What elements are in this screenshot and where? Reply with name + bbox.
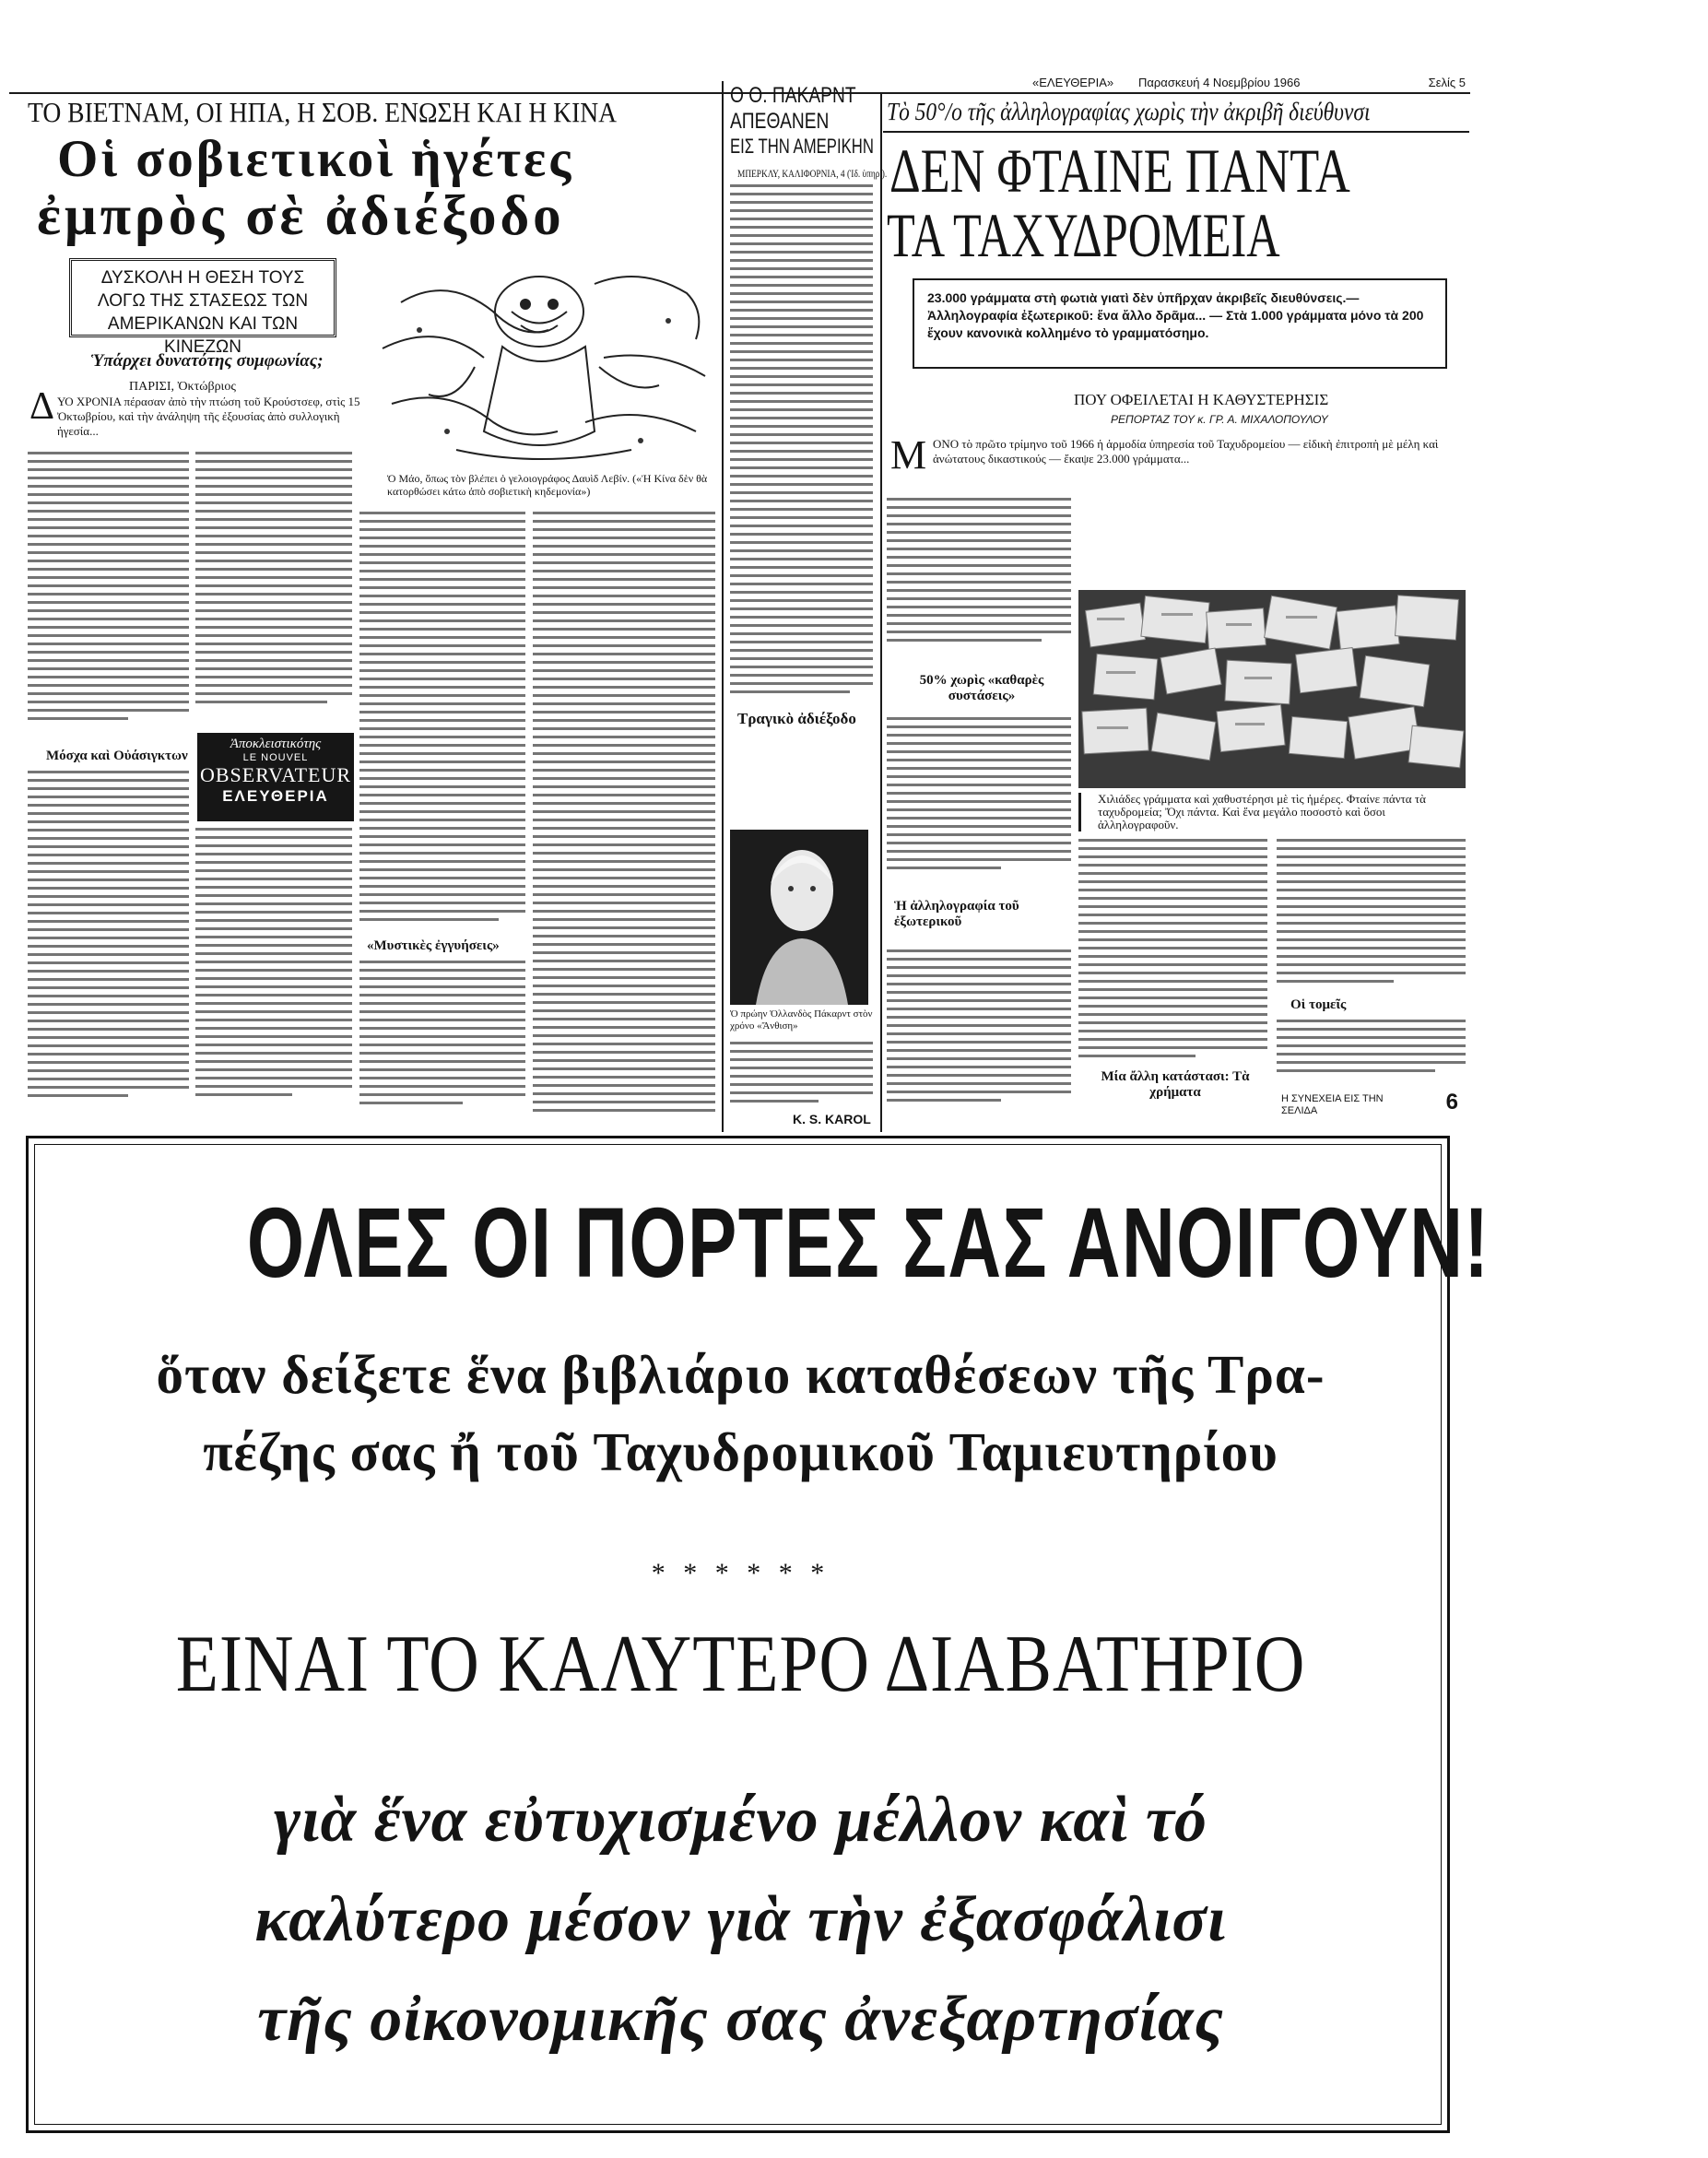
post-kicker-rule xyxy=(883,131,1469,133)
pacard-photo xyxy=(730,830,868,1005)
observateur-label xyxy=(197,733,354,821)
masthead-page: Σελίς 5 xyxy=(1428,76,1466,89)
post-body-col1-a xyxy=(887,498,1071,664)
column-rule-2 xyxy=(880,92,882,1132)
post-kicker: Τὸ 50°/ο τῆς ἀλληλογραφίας χωρὶς τὴν ἀκριβῆ διεύθυνσι xyxy=(887,98,1371,125)
vietnam-headline-line2: ἐμπρὸς σὲ ἀδιέξοδο xyxy=(37,185,565,247)
post-drop-cap: Μ xyxy=(890,432,927,478)
masthead xyxy=(1032,76,1466,94)
vietnam-body-col1-a xyxy=(28,452,189,737)
post-section-other xyxy=(1088,1069,1263,1101)
observateur-label-le: LE NOUVEL xyxy=(242,752,309,763)
bank-advertisement xyxy=(26,1136,1490,2133)
ad-line2b: πέζης σας ἤ τοῦ Ταχυδρομικοῦ Ταμιευτηρίου xyxy=(203,1421,1278,1482)
mao-cartoon xyxy=(364,247,719,468)
post-section-clean-text: 50% χωρὶς «καθαρὲς συστάσεις» xyxy=(919,673,1044,703)
vietnam-headline-line1: Οἱ σοβιετικοὶ ἡγέτες xyxy=(57,130,574,188)
post-body-col1-b xyxy=(887,717,1071,892)
post-byline: ΡΕΠΟΡΤΑΖ ΤΟΥ κ. ΓΡ. Α. ΜΙΧΑΛΟΠΟΥΛΟΥ xyxy=(1111,413,1328,426)
post-section-other-text: Μία ἄλλη κατάστασι: Τὰ χρήματα xyxy=(1101,1069,1250,1100)
vietnam-box xyxy=(69,258,336,357)
pacard-body-col1 xyxy=(730,184,873,701)
vietnam-body-col4 xyxy=(533,512,715,1125)
vietnam-section-moscow: Μόσχα καὶ Οὐάσιγκτων xyxy=(46,749,188,763)
letters-photo xyxy=(1078,590,1466,788)
ad-headline xyxy=(29,1185,1490,1300)
letters-photo-image xyxy=(1078,590,1466,788)
ad-line4a: γιὰ ἕνα εὐτυχισμένο μέλλον καὶ τό xyxy=(274,1785,1207,1856)
pacard-photo-caption xyxy=(730,1008,873,1038)
vietnam-body-col3-a xyxy=(359,512,525,931)
vietnam-section-mystic: «Μυστικὲς ἐγγυήσεις» xyxy=(367,938,500,953)
post-summary-box xyxy=(913,278,1447,369)
pacard-section-tragic: Τραγικὸ ἀδιέξοδο xyxy=(737,710,856,727)
vietnam-drop-cap: Δ xyxy=(29,385,55,428)
ad-slogan-text: ΕΙΝΑΙ ΤΟ ΚΑΛΥΤΕΡΟ ΔΙΑΒΑΤΗΡΙΟ xyxy=(175,1620,1306,1709)
masthead-date: Παρασκευή 4 Νοεμβρίου 1966 xyxy=(1138,76,1301,89)
post-photo-caption xyxy=(1078,793,1466,831)
pacard-portrait xyxy=(730,830,868,1005)
ad-slogan xyxy=(29,1618,1453,1711)
masthead-paper-name: «ΕΛΕΥΘΕΡΙΑ» xyxy=(1032,76,1114,89)
pacard-photo-caption-text: Ὁ πρώην Ὀλλανδὸς Πάκαρντ στὸν χρόνο «Ἄνθιση» xyxy=(730,1008,873,1032)
pacard-head-line2: ΑΠΕΘΑΝΕΝ xyxy=(730,109,830,134)
vietnam-body-col3-b xyxy=(359,961,525,1125)
vietnam-kicker: ΤΟ ΒΙΕΤΝΑΜ, ΟΙ ΗΠΑ, Η ΣΟΒ. ΕΝΩΣΗ ΚΑΙ Η ΚΙΝΑ xyxy=(28,96,618,128)
vietnam-body-col1-b xyxy=(28,771,189,1126)
mao-cartoon-drawing xyxy=(364,247,719,468)
post-body-col3 xyxy=(1277,839,1466,996)
post-continued-page: 6 xyxy=(1445,1090,1458,1114)
cartoon-caption-text: Ὁ Μάο, ὅπως τὸν βλέπει ὁ γελοιογράφος Δαυὶδ Λεβίν. («Ἡ Κίνα δὲν θὰ κατορθώσει κάτω ἀπὸ σοβιετικὴ κηδεμονία») xyxy=(387,472,708,498)
observateur-label-name: OBSERVATEUR xyxy=(199,763,352,786)
pacard-body-col2 xyxy=(730,1042,873,1114)
ad-line4b: καλύτερο μέσον γιὰ τὴν ἐξασφάλισι xyxy=(254,1884,1227,1955)
ad-headline-text: ΟΛΕΣ ΟΙ ΠΟΡΤΕΣ ΣΑΣ ΑΝΟΙΓΟΥΝ! xyxy=(246,1186,1490,1298)
pacard-head-line3: ΕΙΣ ΤΗΝ ΑΜΕΡΙΚΗΝ xyxy=(730,135,874,158)
column-rule-1 xyxy=(722,81,724,1132)
post-headline-line2: ΤΑ ΤΑΧΥΔΡΟΜΕΙΑ xyxy=(887,200,1280,270)
vietnam-subhead: Ὑπάρχει δυνατότης συμφωνίας; xyxy=(90,351,324,371)
post-subhead: ΠΟΥ ΟΦΕΙΛΕΤΑΙ Η ΚΑΘΥΣΤΕΡΗΣΙΣ xyxy=(1074,391,1329,408)
vietnam-lead: ΥΟ ΧΡΟΝΙΑ πέρασαν ἀπὸ τὴν πτώση τοῦ Κρούστσεφ, στὶς 15 Ὀκτωβρίου, καὶ τὴν ἀνάληψη τῆς ἐξουσίας ἀπὸ συλλογικὴ ἡγεσία... xyxy=(57,395,360,438)
post-continued xyxy=(1281,1088,1466,1125)
pacard-head-line1: Ο Ο. ΠΑΚΑΡΝΤ xyxy=(730,83,856,108)
ad-stars: * * * * * * xyxy=(651,1558,830,1588)
post-section-clean xyxy=(899,673,1065,704)
pacard-dateline: ΜΠΕΡΚΛΥ, ΚΑΛΙΦΟΡΝΙΑ, 4 (Ἰδ. ὑπηρ.). xyxy=(737,167,888,180)
vietnam-box-text: ΔΥΣΚΟΛΗ Η ΘΕΣΗ ΤΟΥΣ ΛΟΓΩ ΤΗΣ ΣΤΑΣΕΩΣ ΤΩΝ ΑΜΕΡΙΚΑΝΩΝ ΚΑΙ ΤΩΝ ΚΙΝΕΖΩΝ xyxy=(97,268,309,357)
post-section-abroad xyxy=(894,899,1069,930)
vietnam-dateline: ΠΑΡΙΣΙ, Ὀκτώβριος xyxy=(129,380,236,394)
vietnam-body-col2-a xyxy=(195,452,352,728)
post-section-people: Οἱ τομεῖς xyxy=(1290,997,1347,1012)
post-photo-caption-text: Χιλιάδες γράμματα καὶ χαθυστέρησι μὲ τὶς ἡμέρες. Φταίνε πάντα τὰ ταχυδρομεία; Ὄχι πάντα. Καὶ ἕνα μεγάλο ποσοστὸ καὶ ὅσοι ἀλληλογραφοῦν. xyxy=(1098,792,1426,831)
cartoon-caption xyxy=(387,472,710,505)
post-headline-line1: ΔΕΝ ΦΤΑΙΝΕ ΠΑΝΤΑ xyxy=(889,136,1350,206)
pacard-byline: K. S. KAROL xyxy=(793,1112,871,1126)
post-section-abroad-text: Ἡ ἀλληλογραφία τοῦ ἐξωτερικοῦ xyxy=(894,899,1019,929)
post-continued-label: Η ΣΥΝΕΧΕΙΑ ΕΙΣ ΤΗΝ ΣΕΛΙΔΑ xyxy=(1281,1093,1384,1116)
pacard-head xyxy=(730,83,878,159)
ad-line4c: τῆς οἰκονομικῆς σας ἀνεξαρτησίας xyxy=(257,1984,1224,2055)
observateur-label-top: Ἀποκλειστικότης xyxy=(230,737,322,751)
post-body-col1-c xyxy=(887,949,1071,1125)
observateur-label-paper: ΕΛΕΥΘΕΡΙΑ xyxy=(222,787,329,805)
vietnam-body-col2-b xyxy=(195,828,352,1125)
post-summary-text: 23.000 γράμματα στὴ φωτιὰ γιατὶ δὲν ὑπῆρχαν ἀκριβεῖς διευθύνσεις.—Ἀλληλογραφία ἐξωτερικοῦ: ἕνα ἄλλο δρᾶμα... — Στὰ 1.000 γράμματα μόνο τὰ 200 ἔχουν κανονικὰ κολλημένο τὸ γραμματόσημο. xyxy=(927,290,1424,340)
ad-line2a: ὅταν δείξετε ἕνα βιβλιάριο καταθέσεων τῆς Τρα- xyxy=(156,1344,1325,1405)
post-body-col3-b xyxy=(1277,1020,1466,1084)
post-lead: ΟΝΟ τὸ πρῶτο τρίμηνο τοῦ 1966 ἡ ἁρμοδία ὑπηρεσία τοῦ Ταχυδρομείου — εἰδικὴ ἐπιτροπὴ μὲ μέλη καὶ ἀνώτατους δικαστικούς — ἔκαψε 23.000 γράμματα... xyxy=(933,437,1439,466)
